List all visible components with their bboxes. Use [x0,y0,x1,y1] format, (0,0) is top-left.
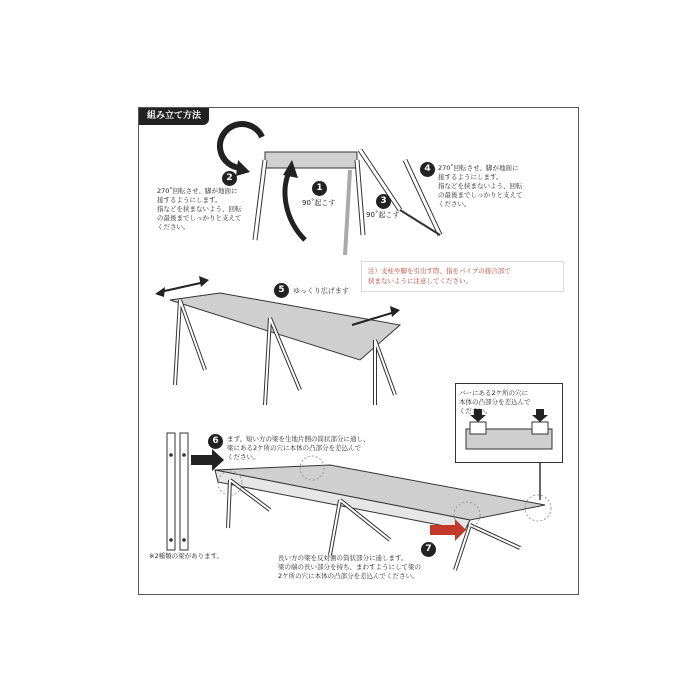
step4-text: 270˚回転させ、脚が地面に 接するようにします。 指などを挟まないよう、回転 の最後までしっかりと支えて ください。 [438,164,523,208]
step-badge-6: 6 [208,434,223,449]
step6-text: まず、短い方の梁を生地片側の筒状部分に通し、 梁にある2ケ所の穴に本体の凸部分を差込んで ください。 [227,435,370,461]
step-badge-3: 3 [376,194,391,209]
step2-text: 270˚回転させ、脚が地面に 接するようにします。 指などを挟まないよう、回転 の最後までしっかりと支えて ください。 [157,187,242,231]
step1-caption: 90˚起こす [302,199,336,207]
folded-cot-1 [265,152,357,168]
rotate-arrow-icon [220,124,262,168]
expand-arrow-left-icon [160,282,205,292]
caution-box: 注）支柱や脚を引出す際、指をパイプの接合部で 挟まないように注意してください。 [361,261,564,292]
step-badge-4: 4 [420,162,435,177]
beams-note: ※2種類の梁があります。 [149,552,224,560]
long-beam [180,433,188,550]
step3-caption: 90˚起こす [366,211,400,219]
step5-caption: ゆっくり広げます [293,287,349,295]
insert-arrow-icon [191,449,224,471]
step-badge-7: 7 [421,542,436,557]
inset-note: バーにある2ケ所の穴に 本体の凸部分を差込んで ください。 [459,389,531,415]
step-badge-5: 5 [274,283,289,298]
step7-text: 長い方の梁を反対側の筒状部分に通します。 梁の端の長い部分を持ち、まわすようにして梁の 2ケ所の穴に本体の凸部分を差込んでください。 [278,554,421,580]
assembly-title: 組み立て方法 [139,108,209,125]
short-beam [167,433,175,550]
step-badge-1: 1 [312,181,327,196]
step-badge-2: 2 [222,171,237,186]
